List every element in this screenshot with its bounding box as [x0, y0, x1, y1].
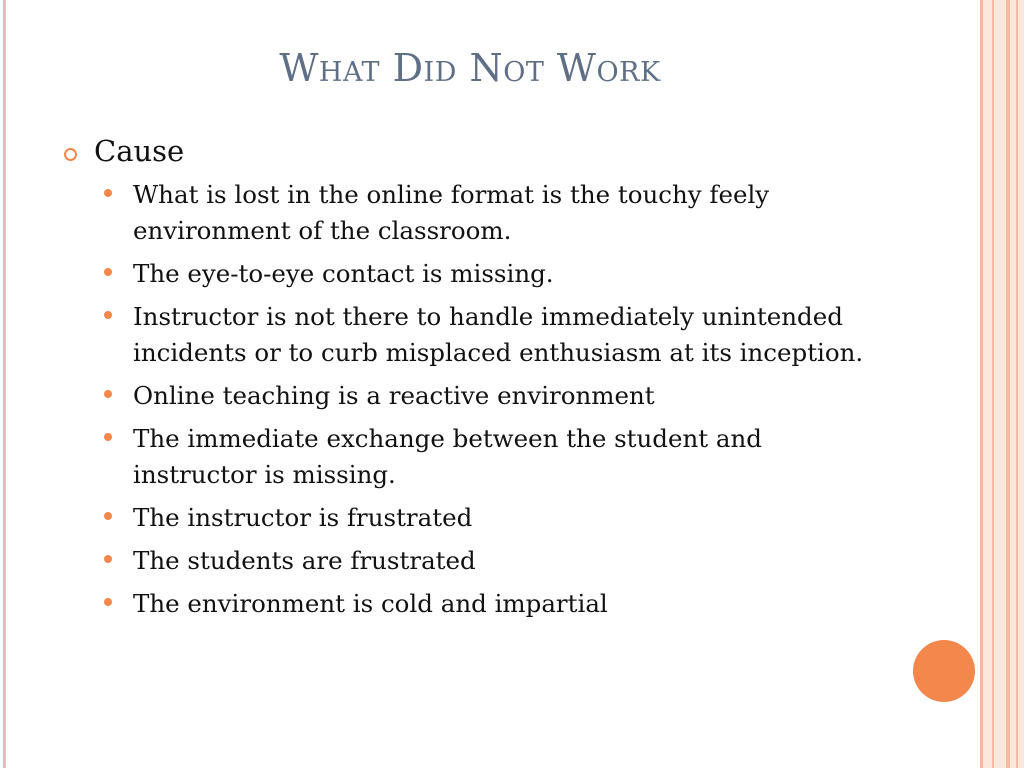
bullet-text: The immediate exchange between the student and instructor is missing.	[133, 423, 762, 489]
bullet-item	[104, 421, 864, 493]
bullet-list	[64, 177, 864, 622]
slide-title: What Did Not Work	[279, 46, 661, 90]
bullet-text: Online teaching is a reactive environment	[133, 380, 655, 410]
accent-circle	[913, 640, 975, 702]
heading-text: Cause	[94, 134, 185, 168]
right-border-line-3	[1006, 0, 1010, 768]
ring-bullet-icon	[64, 148, 77, 161]
bullet-text: The environment is cold and impartial	[133, 588, 608, 618]
right-border-line-2	[992, 0, 994, 768]
dot-bullet-icon	[104, 268, 112, 276]
bullet-item	[104, 378, 864, 414]
dot-bullet-icon	[104, 390, 112, 398]
heading-item	[64, 134, 864, 169]
dot-bullet-icon	[104, 555, 112, 563]
dot-bullet-icon	[104, 512, 112, 520]
right-border-line-4	[1016, 0, 1018, 768]
bullet-item	[104, 299, 864, 371]
bullet-item	[104, 177, 864, 249]
bullet-item	[104, 586, 864, 622]
bullet-text: Instructor is not there to handle immediately unintended incidents or to curb misplaced enthusiasm at its inception.	[133, 301, 864, 367]
bullet-text: The students are frustrated	[133, 545, 476, 575]
bullet-item	[104, 500, 864, 536]
bullet-item	[104, 256, 864, 292]
bullet-text: The instructor is frustrated	[133, 502, 473, 532]
right-border-line-1	[980, 0, 983, 768]
dot-bullet-icon	[104, 598, 112, 606]
dot-bullet-icon	[104, 189, 112, 197]
bullet-item	[104, 543, 864, 579]
slide-content	[64, 134, 864, 629]
bullet-text: The eye-to-eye contact is missing.	[133, 258, 554, 288]
bullet-text: What is lost in the online format is the touchy feely environment of the classroom.	[133, 179, 770, 245]
left-border-line	[3, 0, 6, 768]
dot-bullet-icon	[104, 433, 112, 441]
dot-bullet-icon	[104, 311, 112, 319]
